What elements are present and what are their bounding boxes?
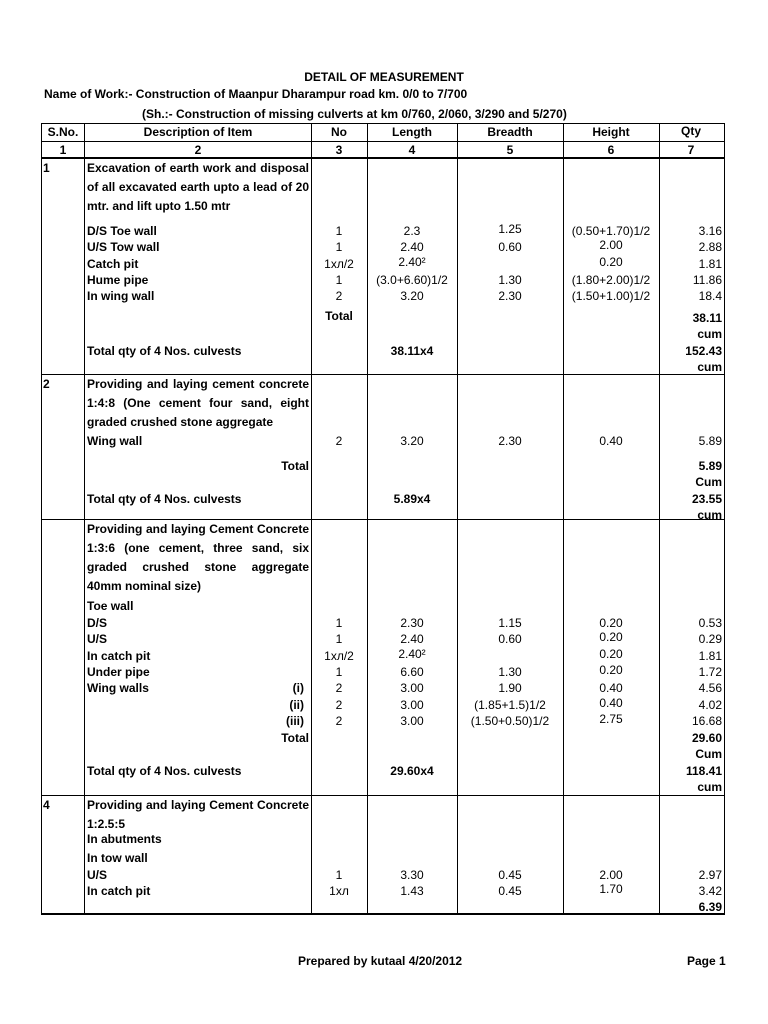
item-4-total-qty: 6.39 xyxy=(698,900,722,914)
table-row-height: 1.70 xyxy=(599,882,623,896)
col-breadth: Breadth xyxy=(487,125,533,139)
table-row-qty: 2.88 xyxy=(698,240,722,254)
item-3-grand-label: Total qty of 4 Nos. culvests xyxy=(87,764,242,778)
table-row-no: 2 xyxy=(335,698,343,712)
item-1-grand-label: Total qty of 4 Nos. culvests xyxy=(87,344,242,358)
item-2-sno: 2 xyxy=(43,377,50,391)
table-row-breadth: 2.30 xyxy=(498,289,522,303)
work-name: Name of Work:- Construction of Maanpur Dharampur road km. 0/0 to 7/700 xyxy=(44,87,468,101)
table-row-height: 0.20 xyxy=(599,630,623,644)
table-row-qty: 1.81 xyxy=(698,649,722,663)
table-row-no: 1xл/2 xyxy=(324,649,354,663)
table-row-qty: 3.42 xyxy=(698,884,722,898)
item-3-total-label: Total xyxy=(281,731,309,745)
item-1-total-unit: cum xyxy=(697,327,722,341)
table-row-length: (3.0+6.60)1/2 xyxy=(376,273,448,287)
table-row-mark: (i) xyxy=(292,681,304,695)
col-length: Length xyxy=(392,125,432,139)
item-1-sno: 1 xyxy=(43,161,50,175)
table-row-breadth: 1.30 xyxy=(498,665,522,679)
table-row-desc: In catch pit xyxy=(87,884,151,898)
table-row-height: 0.20 xyxy=(599,616,623,630)
item-2-grand-label: Total qty of 4 Nos. culvests xyxy=(87,492,242,506)
col-num-4: 4 xyxy=(408,143,416,157)
table-row-height: 2.00 xyxy=(599,238,623,252)
table-row-qty: 1.81 xyxy=(698,257,722,271)
table-row-length: 2.30 xyxy=(400,616,424,630)
item-1-grand-calc: 38.11x4 xyxy=(390,344,434,358)
item-4-sno: 4 xyxy=(43,798,50,812)
item-3-grand-unit: cum xyxy=(697,780,722,794)
col-num-5: 5 xyxy=(506,143,514,157)
work-subtitle: (Sh.:- Construction of missing culverts at km 0/760, 2/060, 3/290 and 5/270) xyxy=(142,107,567,121)
table-row-no: 1 xyxy=(335,632,343,646)
item-3-total-unit: Cum xyxy=(695,747,722,761)
table-row-qty: 0.29 xyxy=(698,632,722,646)
item-1-total-label: Total xyxy=(325,309,353,323)
table-row-mark: (iii) xyxy=(286,714,304,728)
table-row-qty: 3.16 xyxy=(698,224,722,238)
col-num-3: 3 xyxy=(335,143,343,157)
table-row-breadth: 1.90 xyxy=(498,681,522,695)
table-row-desc: Wing walls xyxy=(87,681,149,695)
table-row-no: 1 xyxy=(335,240,343,254)
col-num-7: 7 xyxy=(687,143,695,157)
table-row-length: 3.00 xyxy=(400,714,424,728)
table-row-length: 3.00 xyxy=(400,698,424,712)
item-3-total-qty: 29.60 xyxy=(691,731,722,745)
item-1-grand-unit: cum xyxy=(697,360,722,374)
table-row-breadth: 2.30 xyxy=(498,434,522,448)
item-1-total-qty: 38.11 xyxy=(692,311,722,325)
table-row-length: 2.40 xyxy=(400,240,424,254)
col-no: No xyxy=(331,125,347,139)
table-row-no: 2 xyxy=(335,681,343,695)
table-row-height: 2.00 xyxy=(599,868,623,882)
table-row-length: 2.3 xyxy=(403,224,421,238)
table-row-length: 2.40² xyxy=(398,647,426,661)
table-row-height: 2.75 xyxy=(599,712,623,726)
table-row-no: 1 xyxy=(335,616,343,630)
col-sno: S.No. xyxy=(47,125,79,139)
item-2-total-label: Total xyxy=(281,459,309,473)
table-row-qty: 5.89 xyxy=(698,434,722,448)
table-row-mark: (ii) xyxy=(289,698,304,712)
item-4-description: Providing and laying Cement Concrete 1:2.5:5 xyxy=(87,798,309,831)
table-row-height: 0.20 xyxy=(599,647,623,661)
table-row-height: 0.40 xyxy=(599,434,623,448)
table-row-no: 2 xyxy=(335,434,343,448)
table-row-height: 0.40 xyxy=(599,681,623,695)
table-row-desc: U/S Tow wall xyxy=(87,240,160,254)
col-num-2: 2 xyxy=(194,143,202,157)
col-num-6: 6 xyxy=(607,143,615,157)
table-row-desc: Under pipe xyxy=(87,665,150,679)
col-qty: Qty xyxy=(680,124,702,138)
table-row-no: 1xл/2 xyxy=(324,257,354,271)
table-row-height: (1.50+1.00)1/2 xyxy=(571,289,651,303)
table-row-breadth: 0.60 xyxy=(498,240,522,254)
table-row-desc: In wing wall xyxy=(87,289,155,303)
table-row-no: 1xл xyxy=(329,884,349,898)
page-number: Page 1 xyxy=(687,954,726,968)
table-row-no: 1 xyxy=(335,665,343,679)
table-row-length: 2.40 xyxy=(400,632,424,646)
prepared-by: Prepared by kutaal 4/20/2012 xyxy=(298,954,463,968)
table-row-desc: Hume pipe xyxy=(87,273,149,287)
table-row-breadth: 1.30 xyxy=(498,273,522,287)
table-row-no: 1 xyxy=(335,868,343,882)
item-2-grand-qty: 23.55 xyxy=(691,492,722,506)
table-row-desc: D/S xyxy=(87,616,108,630)
table-row-breadth: 1.15 xyxy=(498,616,522,630)
table-row-desc: U/S xyxy=(87,632,108,646)
table-row-desc: D/S Toe wall xyxy=(87,224,157,238)
table-row-desc: Wing wall xyxy=(87,434,143,448)
table-row-qty: 4.02 xyxy=(698,698,722,712)
table-row-breadth: 0.45 xyxy=(498,884,522,898)
table-row-length: 1.43 xyxy=(400,884,424,898)
item-2-total-unit: Cum xyxy=(695,475,722,489)
table-row-length: 2.40² xyxy=(398,255,426,269)
col-num-1: 1 xyxy=(59,143,67,157)
table-row-desc: In catch pit xyxy=(87,649,151,663)
table-row-breadth: 0.45 xyxy=(498,868,522,882)
table-row-qty: 1.72 xyxy=(698,665,722,679)
item-3-grand-qty: 118.41 xyxy=(685,764,722,778)
page-title: DETAIL OF MEASUREMENT xyxy=(304,70,464,84)
item-2-grand-calc: 5.89x4 xyxy=(393,492,431,506)
table-row-breadth: 0.60 xyxy=(498,632,522,646)
table-row-qty: 4.56 xyxy=(698,681,722,695)
item-2-total-qty: 5.89 xyxy=(698,459,722,473)
item-3-description: Providing and laying Cement Concrete 1:3:6 (one cement, three sand, six graded crushed stone aggregate 40mm nominal size) xyxy=(87,522,309,593)
table-row-no: 2 xyxy=(335,714,343,728)
table-row-length: 3.20 xyxy=(400,289,424,303)
table-row-qty: 2.97 xyxy=(698,868,722,882)
table-row-no: 2 xyxy=(335,289,343,303)
item-2-description: Providing and laying cement concrete 1:4:8 (One cement four sand, eight graded crushed stone aggregate xyxy=(87,377,309,429)
table-row-breadth: (1.85+1.5)1/2 xyxy=(474,698,546,712)
table-row-qty: 18.4 xyxy=(698,289,722,303)
table-row-length: 3.20 xyxy=(400,434,424,448)
table-row-length: 3.30 xyxy=(400,868,424,882)
table-row-length: 3.00 xyxy=(400,681,424,695)
table-row-no: 1 xyxy=(335,224,343,238)
table-row-qty: 16.68 xyxy=(691,714,722,728)
table-row-no: 1 xyxy=(335,273,343,287)
table-row-breadth: (1.50+0.50)1/2 xyxy=(470,714,550,728)
table-row-qty: 11.86 xyxy=(692,273,722,287)
table-row-height: 0.20 xyxy=(599,663,623,677)
item-3-grand-calc: 29.60x4 xyxy=(390,764,434,778)
table-row-height: 0.40 xyxy=(599,696,623,710)
table-row-breadth: 1.25 xyxy=(498,222,522,236)
item-4-subheading-2: In tow wall xyxy=(87,851,148,865)
item-1-description: Excavation of earth work and disposal of all excavated earth upto a lead of 20 mtr. and lift upto 1.50 mtr xyxy=(87,161,309,213)
table-row-height: (0.50+1.70)1/2 xyxy=(571,224,651,238)
item-1-grand-qty: 152.43 xyxy=(685,344,722,358)
col-height: Height xyxy=(592,125,630,139)
table-row-height: 0.20 xyxy=(599,255,623,269)
table-row-height: (1.80+2.00)1/2 xyxy=(571,273,651,287)
table-row-length: 6.60 xyxy=(400,665,424,679)
table-row-desc: U/S xyxy=(87,868,108,882)
table-row-qty: 0.53 xyxy=(698,616,722,630)
item-3-subheading: Toe wall xyxy=(87,599,134,613)
col-desc: Description of Item xyxy=(143,125,253,139)
table-row-desc: Catch pit xyxy=(87,257,139,271)
item-2-grand-unit: cum xyxy=(697,508,722,522)
item-4-subheading-1: In abutments xyxy=(87,832,162,846)
